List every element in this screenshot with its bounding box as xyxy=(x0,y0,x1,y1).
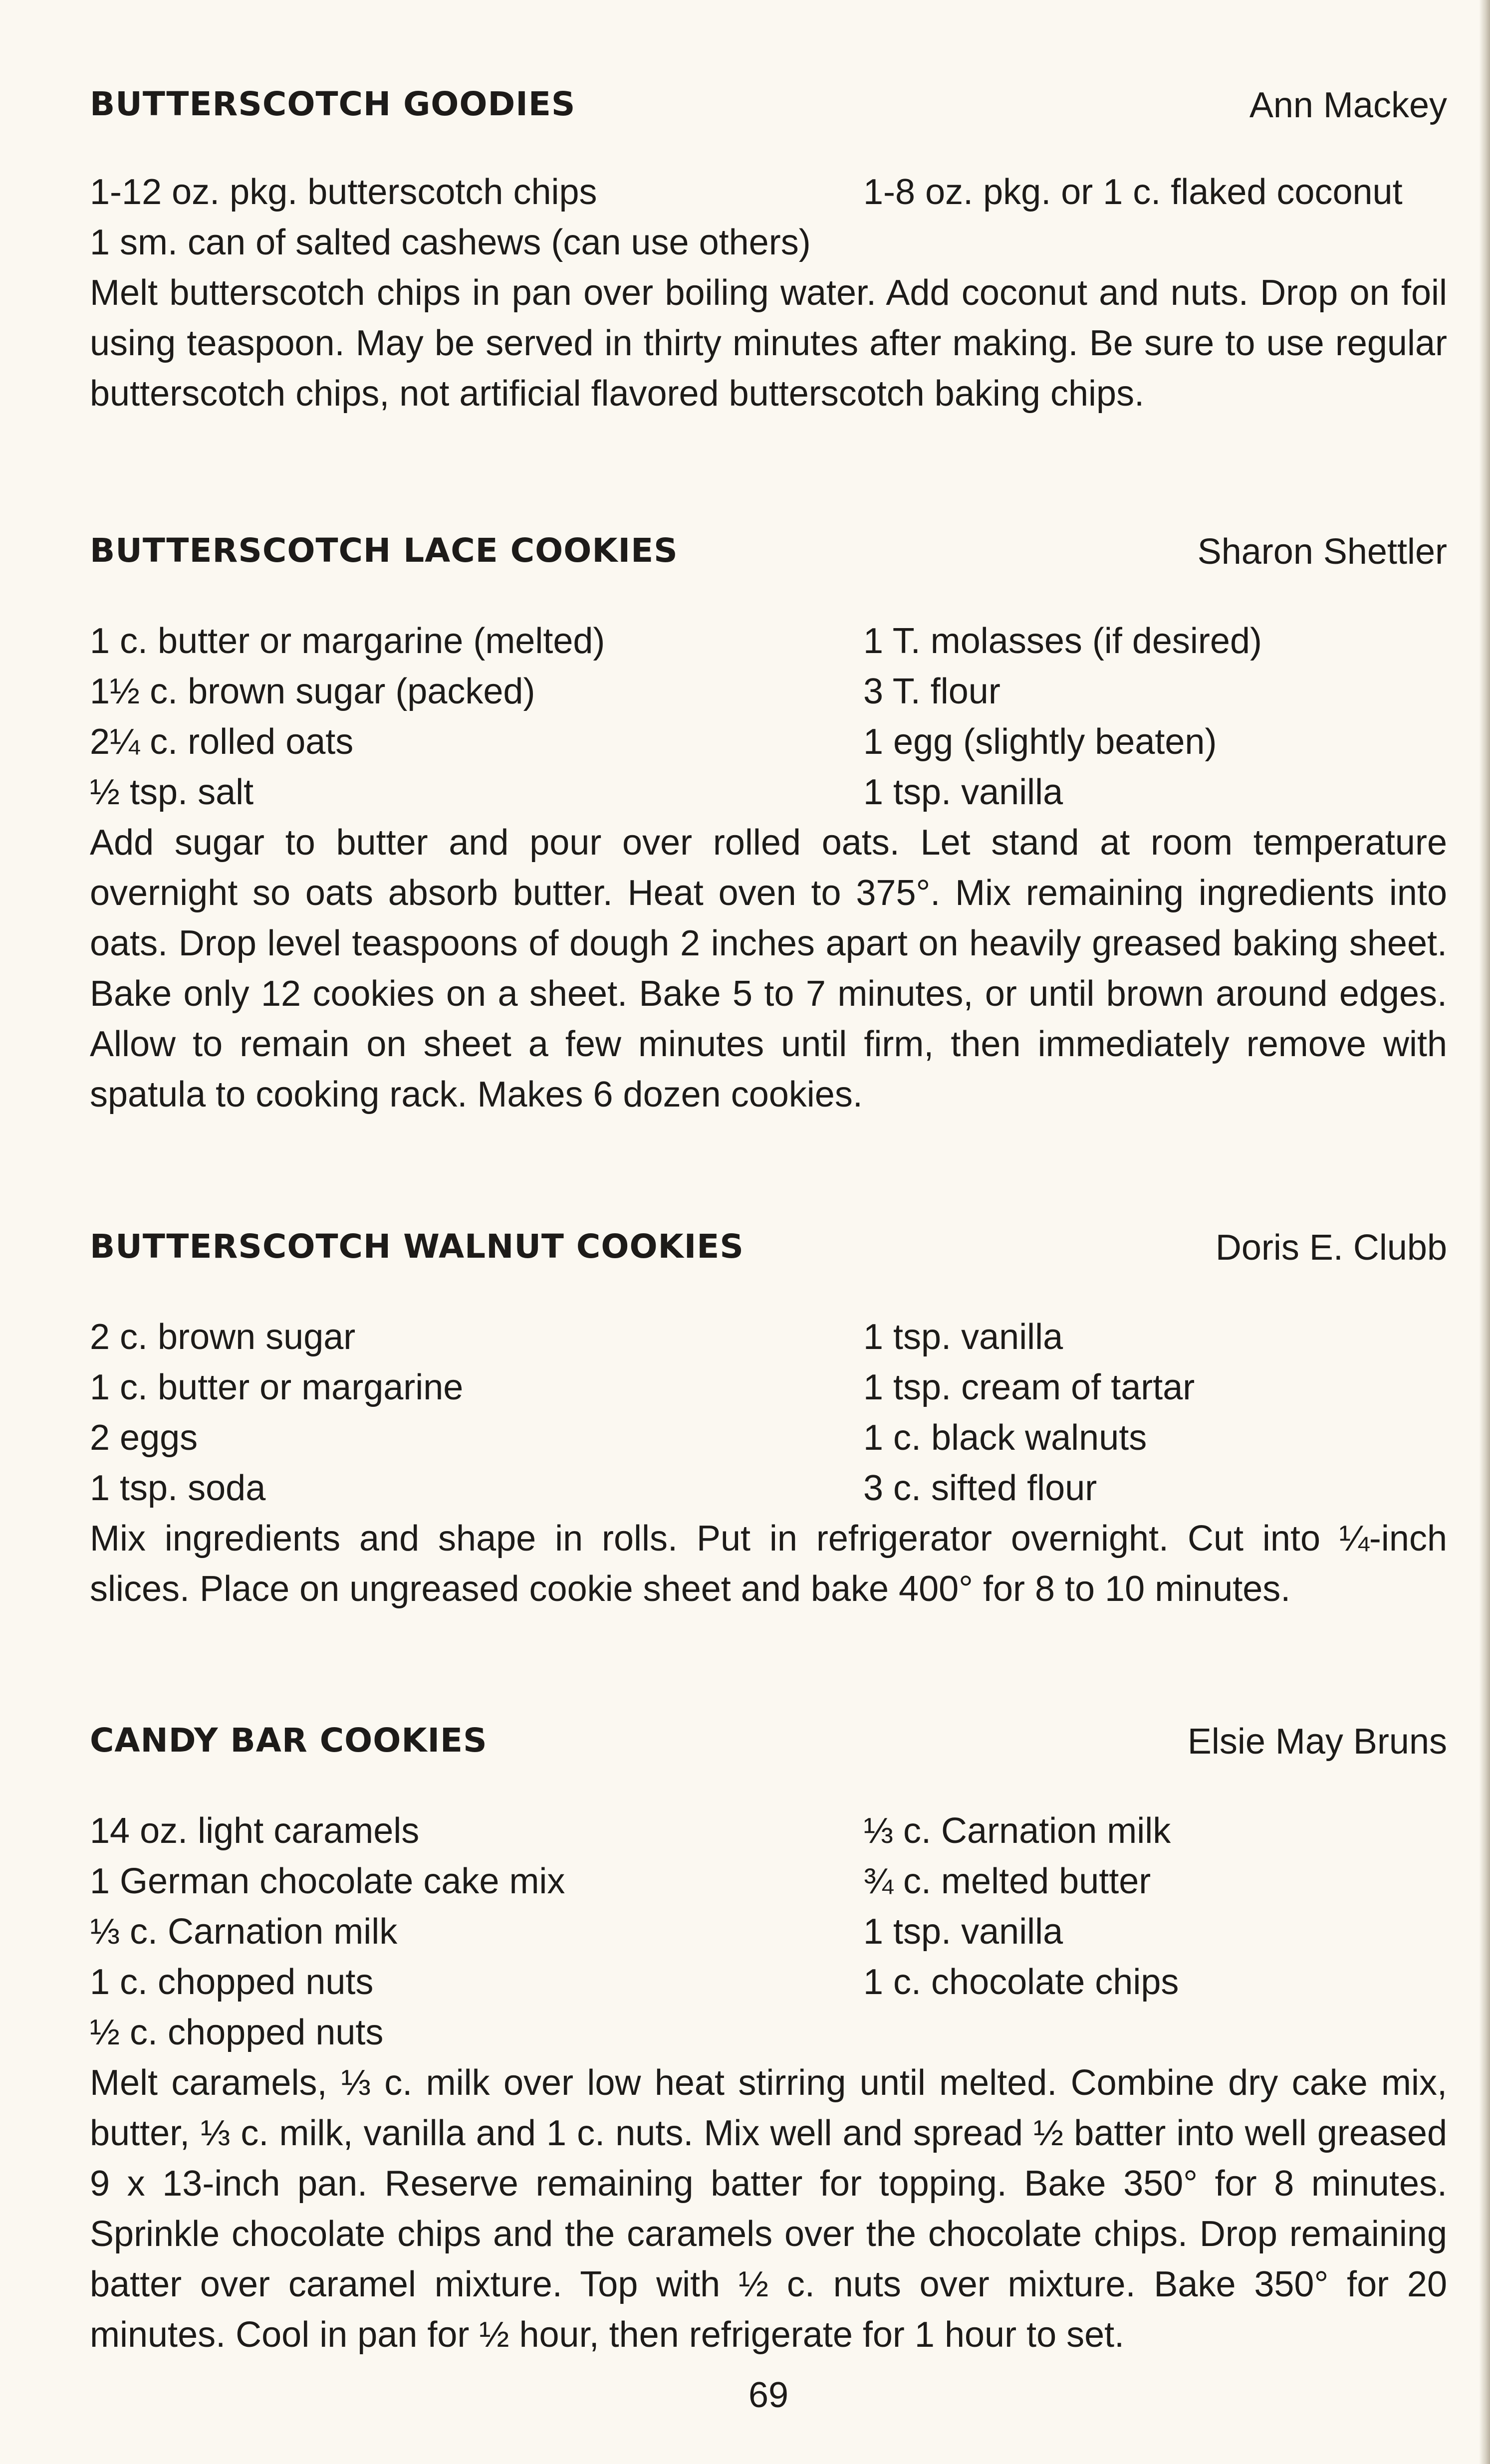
ingredient: 1 c. black walnuts xyxy=(863,1418,1147,1458)
ingredients-right-column xyxy=(863,616,1447,818)
ingredients-right-column xyxy=(863,1312,1447,1514)
recipe-author: Doris E. Clubb xyxy=(1215,1228,1447,1268)
ingredient: 1 sm. can of salted cashews (can use others) xyxy=(90,223,811,262)
ingredient: 1 German chocolate cake mix xyxy=(90,1861,565,1901)
ingredient: 1½ c. brown sugar (packed) xyxy=(90,672,535,711)
ingredient: 2¼ c. rolled oats xyxy=(90,722,354,762)
ingredient: ⅓ c. Carnation milk xyxy=(863,1811,1171,1851)
recipe-butterscotch-goodies xyxy=(90,85,1447,419)
recipe-directions: Melt butterscotch chips in pan over boiling water. Add coconut and nuts. Drop on foil using teaspoon. May be served in thirty minutes after making. Be sure to use regular butterscotch chips, not artificial flavored butterscotch baking chips. xyxy=(90,273,1447,414)
ingredient-list xyxy=(90,1806,1447,2008)
ingredient: 3 T. flour xyxy=(863,672,1000,711)
ingredient: 3 c. sifted flour xyxy=(863,1468,1097,1508)
ingredient: 1-12 oz. pkg. butterscotch chips xyxy=(90,172,597,212)
ingredient: 14 oz. light caramels xyxy=(90,1811,420,1851)
ingredient: ¾ c. melted butter xyxy=(863,1861,1151,1901)
page-number: 69 xyxy=(748,2375,789,2415)
ingredients-left-column xyxy=(90,167,863,268)
ingredients-right-column xyxy=(863,167,1447,268)
ingredient: 1 tsp. cream of tartar xyxy=(863,1367,1195,1407)
recipe-author: Ann Mackey xyxy=(1249,85,1447,125)
recipe-butterscotch-lace-cookies xyxy=(90,531,1447,1120)
recipe-header xyxy=(90,531,1447,586)
ingredients-left-column xyxy=(90,616,863,818)
ingredient: ½ c. chopped nuts xyxy=(90,2013,384,2052)
page-edge xyxy=(1479,0,1490,2464)
ingredient: 1-8 oz. pkg. or 1 c. flaked coconut xyxy=(863,172,1403,212)
recipe-directions: Melt caramels, ⅓ c. milk over low heat stirring until melted. Combine dry cake mix, butter, ⅓ c. milk, vanilla and 1 c. nuts. Mix well and spread ½ batter into well greased 9 x 13-inch pan. Reserve remaining batter for topping. Bake 350° for 8 minutes. Sprinkle chocolate chips and the caramels over the chocolate chips. Drop remaining batter over caramel mixture. Top with ½ c. nuts over mixture. Bake 350° for 20 minutes. Cool in pan for ½ hour, then refrigerate for 1 hour to set. xyxy=(90,2063,1447,2355)
ingredient: 1 c. butter or margarine (melted) xyxy=(90,621,605,661)
ingredient-list xyxy=(90,616,1447,818)
recipe-header xyxy=(90,85,1447,140)
ingredient: 1 T. molasses (if desired) xyxy=(863,621,1262,661)
ingredients-right-column xyxy=(863,1806,1447,2008)
recipe-author: Elsie May Bruns xyxy=(1187,1722,1447,1762)
ingredient: ⅓ c. Carnation milk xyxy=(90,1912,398,1952)
recipe-header xyxy=(90,1721,1447,1776)
ingredients-left-column xyxy=(90,1806,863,2008)
recipe-directions: Mix ingredients and shape in rolls. Put in refrigerator overnight. Cut into ¼-inch slices. Place on ungreased cookie sheet and bake 400° for 8 to 10 minutes. xyxy=(90,1519,1447,1609)
recipe-butterscotch-walnut-cookies xyxy=(90,1227,1447,1614)
recipe-header xyxy=(90,1227,1447,1282)
ingredients-left-column xyxy=(90,1312,863,1514)
ingredient: 1 c. chocolate chips xyxy=(863,1962,1179,2002)
ingredient: 1 tsp. vanilla xyxy=(863,1317,1063,1357)
recipe-title: BUTTERSCOTCH WALNUT COOKIES xyxy=(90,1227,744,1266)
ingredient-list xyxy=(90,167,1447,268)
ingredient: 2 eggs xyxy=(90,1418,198,1458)
recipe-title: CANDY BAR COOKIES xyxy=(90,1721,488,1760)
ingredient: 2 c. brown sugar xyxy=(90,1317,356,1357)
recipe-author: Sharon Shettler xyxy=(1197,532,1447,572)
recipe-title: BUTTERSCOTCH GOODIES xyxy=(90,85,576,123)
recipe-title: BUTTERSCOTCH LACE COOKIES xyxy=(90,531,678,570)
recipe-candy-bar-cookies xyxy=(90,1721,1447,2360)
ingredient-list xyxy=(90,1312,1447,1514)
ingredient: 1 c. chopped nuts xyxy=(90,1962,374,2002)
ingredient: 1 c. butter or margarine xyxy=(90,1367,464,1407)
ingredient: 1 tsp. vanilla xyxy=(863,772,1063,812)
ingredient: 1 egg (slightly beaten) xyxy=(863,722,1217,762)
ingredient: ½ tsp. salt xyxy=(90,772,254,812)
recipe-directions: Add sugar to butter and pour over rolled oats. Let stand at room temperature overnight so oats absorb butter. Heat oven to 375°. Mix remaining ingredients into oats. Drop level teaspoons of dough 2 inches apart on heavily greased baking sheet. Bake only 12 cookies on a sheet. Bake 5 to 7 minutes, or until brown around edges. Allow to remain on sheet a few minutes until firm, then immediately remove with spatula to cooking rack. Makes 6 dozen cookies. xyxy=(90,823,1447,1115)
ingredient: 1 tsp. vanilla xyxy=(863,1912,1063,1952)
ingredient: 1 tsp. soda xyxy=(90,1468,266,1508)
